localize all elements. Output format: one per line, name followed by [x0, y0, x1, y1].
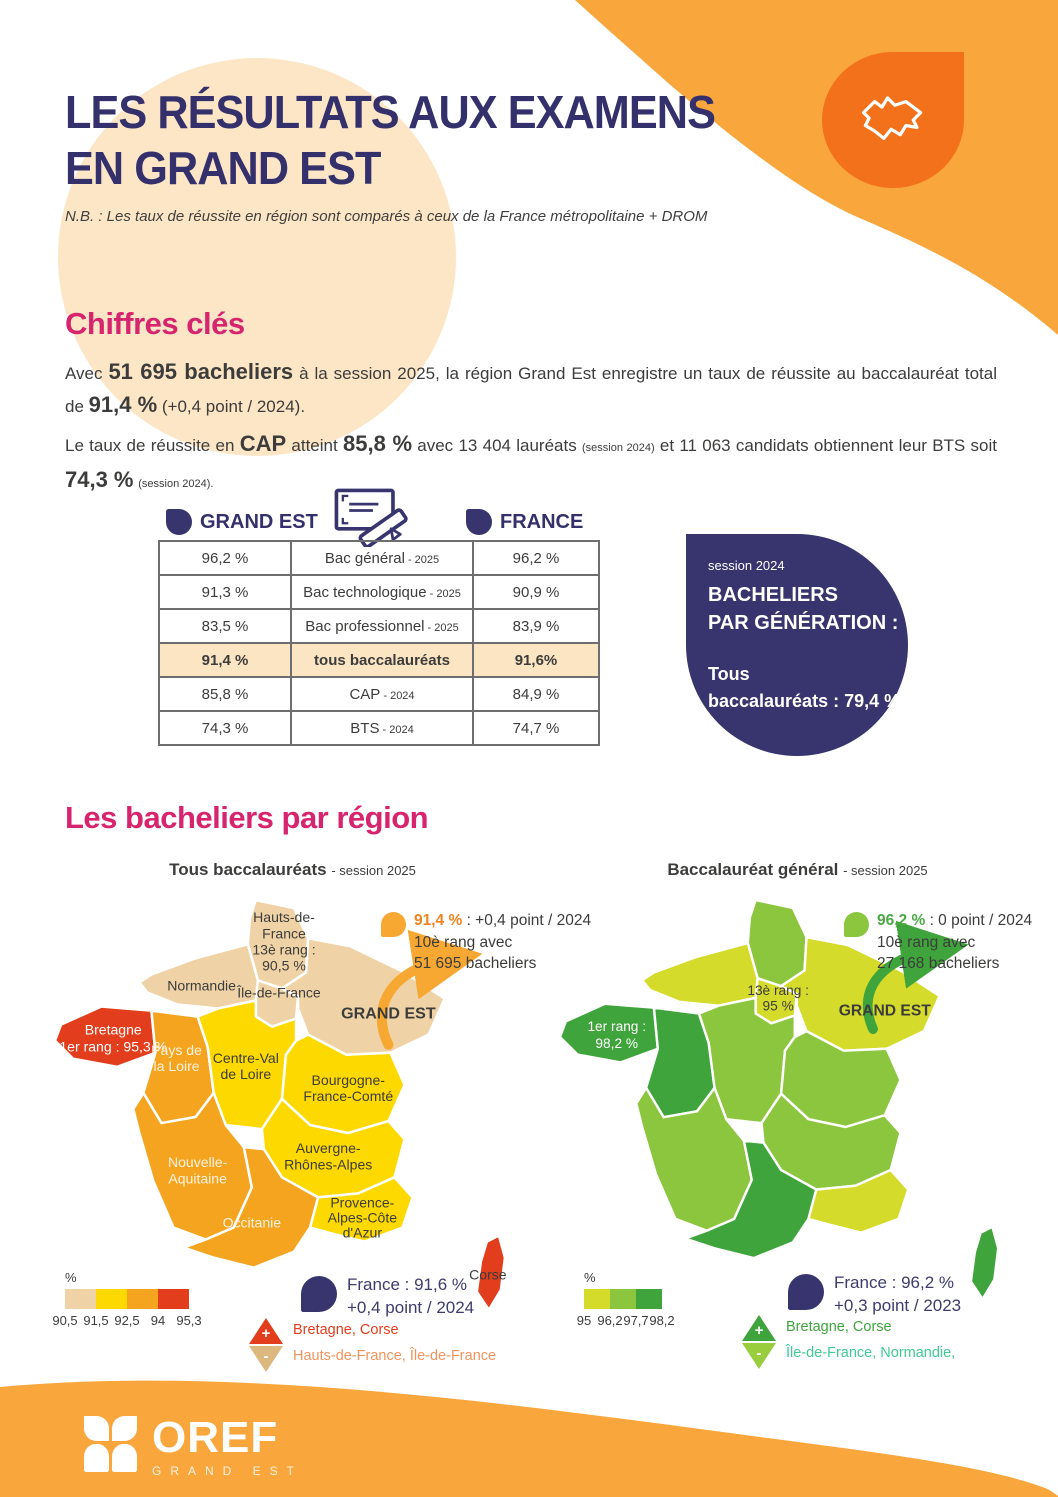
- droplet-icon: [166, 509, 192, 535]
- gainers-list: Bretagne, Corse: [293, 1322, 399, 1338]
- legend-color-bar: [65, 1289, 189, 1309]
- map-figure-tous-baccalaureats: [52, 860, 592, 1400]
- diamond-triangles: [742, 1315, 778, 1369]
- oref-logo-text: [152, 1413, 304, 1478]
- blob-title: [708, 581, 908, 637]
- france-average-value: France : 91,6 %: [347, 1275, 468, 1294]
- france-average-delta: +0,4 point / 2024: [347, 1297, 475, 1317]
- annotation-text: [877, 910, 1032, 975]
- text-segment: (session 2024): [581, 442, 655, 454]
- annotation-delta: : +0,4 point / 2024: [462, 912, 592, 929]
- text-segment: (+0,4 point / 2024).: [157, 397, 306, 416]
- france-value-cell: 96,2 %: [473, 541, 599, 575]
- annotation-delta: : 0 point / 2024: [925, 912, 1033, 929]
- france-value-cell: 74,7 %: [473, 711, 599, 745]
- map-label-bourgogne-france-comte: Bourgogne-France-Comté: [303, 1071, 394, 1104]
- map-label-provence-alpes-cote-dazur: Provence-Alpes-Côte d'Azur: [327, 1194, 398, 1241]
- exam-label-cell: Bac professionnel - 2025: [291, 609, 473, 643]
- france-average-text: [347, 1274, 474, 1320]
- oref-logo-title: OREF: [152, 1413, 279, 1462]
- france-value-cell: 84,9 %: [473, 677, 599, 711]
- droplet-icon: [301, 1276, 337, 1312]
- blob-session-label: session 2024: [708, 558, 785, 573]
- annotation-rank: 10è rang avec: [877, 933, 976, 951]
- exam-label-cell: Bac technologique - 2025: [291, 575, 473, 609]
- france-value-cell: 83,9 %: [473, 609, 599, 643]
- oref-logo-subtitle: GRAND EST: [152, 1464, 304, 1478]
- exam-label-cell: tous baccalauréats: [291, 643, 473, 677]
- gainers-list: Bretagne, Corse: [786, 1319, 892, 1335]
- annotation-value: 91,4 %: [414, 912, 463, 929]
- page-title: [65, 84, 715, 196]
- map-title: [55, 860, 530, 880]
- map-label-pays-de-la-loire: Pays de la Loire: [151, 1041, 202, 1074]
- legend-tick: 95,3: [176, 1313, 202, 1328]
- table-row: [159, 575, 599, 609]
- table-row: [159, 677, 599, 711]
- france-header: [466, 509, 583, 535]
- nb-note: N.B. : Les taux de réussite en région sont comparés à ceux de la France métropolitaine + DROM: [65, 208, 708, 225]
- map-region-corse: [971, 1227, 998, 1299]
- text-segment: CAP: [239, 431, 287, 456]
- annotation-droplet-icon: [381, 912, 406, 937]
- grand-est-value-cell: 85,8 %: [159, 677, 291, 711]
- france-average-note: [301, 1274, 474, 1320]
- losers-list: Île-de-France, Normandie,: [786, 1345, 956, 1361]
- text-segment: (session 2024).: [138, 478, 214, 490]
- grand-est-outline-icon: [845, 74, 941, 166]
- france-header-label: FRANCE: [500, 510, 584, 533]
- legend-tick: 91,5: [83, 1313, 109, 1328]
- map-label-hauts-de-france: Hauts-de-France 13è rang : 90,5 %: [252, 909, 316, 974]
- grand-est-value-cell: 91,3 %: [159, 575, 291, 609]
- map-annotation: [381, 910, 592, 975]
- legend-tick: 95: [576, 1313, 592, 1328]
- oref-logo: [84, 1413, 304, 1478]
- blob-title-line2: PAR GÉNÉRATION :: [708, 612, 899, 634]
- legend-ticks: [576, 1313, 675, 1331]
- france-average-value: France : 96,2 %: [834, 1273, 955, 1292]
- exam-label-cell: CAP - 2024: [291, 677, 473, 711]
- exam-label-cell: Bac général - 2025: [291, 541, 473, 575]
- text-segment: atteint: [286, 436, 343, 455]
- text-segment: 74,3 %: [65, 467, 134, 492]
- map-title-sub: - session 2025: [843, 863, 928, 878]
- map-legend: [52, 1270, 202, 1331]
- map-label-grand-est: GRAND EST: [838, 1002, 931, 1020]
- plus-icon: +: [261, 1325, 271, 1342]
- losers-list: Hauts-de-France, Île-de-France: [293, 1348, 497, 1364]
- annotation-count: 27 168 bacheliers: [877, 955, 1000, 973]
- france-value-cell: 91,6%: [473, 643, 599, 677]
- section-heading-bacheliers-par-region: Les bacheliers par région: [65, 800, 429, 835]
- paragraph-cap-bts: [65, 428, 997, 500]
- legend-segment: [158, 1289, 189, 1309]
- map-title: [560, 860, 1035, 880]
- legend-unit: %: [65, 1270, 77, 1285]
- legend-unit: %: [584, 1270, 596, 1285]
- grand-est-header: [166, 509, 318, 535]
- section-heading-chiffres-cles: Chiffres clés: [65, 306, 245, 341]
- map-label-centre-val-de-loire: Centre-Val de Loire: [212, 1049, 279, 1082]
- map-label-grand-est: GRAND EST: [341, 1004, 436, 1023]
- blob-body-line2: baccalauréats : 79,4 %: [708, 691, 901, 711]
- blob-body-line1: Tous: [708, 664, 750, 684]
- table-row: [159, 541, 599, 575]
- droplet-icon: [788, 1274, 824, 1310]
- map-label-occitanie: Occitanie: [222, 1214, 282, 1231]
- text-segment: 85,8 %: [342, 431, 413, 456]
- map-label-ile-de-france: Île-de-France: [237, 984, 321, 1001]
- map-title-main: Baccalauréat général: [667, 860, 839, 879]
- blob-body: [708, 661, 908, 715]
- grand-est-droplet-badge: [822, 52, 964, 188]
- text-segment: Le taux de réussite en: [65, 436, 240, 455]
- text-segment: à la session 2025, la région Grand Est enregistre un taux de réussite au baccalauréat total de: [65, 364, 997, 416]
- map-legend: [576, 1270, 675, 1331]
- legend-color-bar: [584, 1289, 662, 1309]
- france-average-note: [788, 1272, 961, 1318]
- france-average-delta: +0,3 point / 2023: [834, 1295, 962, 1315]
- page-title-line2: EN GRAND EST: [65, 142, 381, 195]
- table-row: [159, 711, 599, 745]
- legend-ticks: [52, 1313, 202, 1331]
- table-row: [159, 609, 599, 643]
- map-label-bretagne: Bretagne 1er rang : 95,3 %: [59, 1021, 168, 1055]
- legend-tick: 90,5: [52, 1313, 78, 1328]
- comparison-table-body: [159, 541, 599, 745]
- blob-title-line1: BACHELIERS: [708, 584, 839, 606]
- legend-segment: [636, 1289, 662, 1309]
- key-figures-paragraphs: [65, 356, 997, 506]
- map-title-main: Tous baccalauréats: [169, 860, 327, 879]
- diamond-triangles: [249, 1318, 285, 1372]
- map-label-bretagne: 1er rang : 98,2 %: [587, 1019, 647, 1051]
- legend-tick: 92,5: [114, 1313, 140, 1328]
- annotation-rank: 10è rang avec: [414, 933, 513, 951]
- grand-est-value-cell: 91,4 %: [159, 643, 291, 677]
- grand-est-header-label: GRAND EST: [200, 510, 318, 533]
- annotation-droplet-icon: [844, 912, 869, 937]
- legend-tick: 94: [150, 1313, 166, 1328]
- bacheliers-generation-blob: [686, 534, 908, 756]
- map-label-auvergne-rhones-alpes: Auvergne-Rhônes-Alpes: [284, 1140, 373, 1173]
- grand-est-value-cell: 74,3 %: [159, 711, 291, 745]
- map-title-sub: - session 2025: [331, 863, 416, 878]
- comparison-table-header: [158, 505, 582, 539]
- annotation-value: 96,2 %: [877, 912, 926, 929]
- droplet-icon: [466, 509, 492, 535]
- text-segment: et 11 063 candidats obtiennent leur BTS soit: [654, 436, 997, 455]
- text-segment: 51 695 bacheliers: [108, 359, 294, 384]
- legend-segment: [584, 1289, 610, 1309]
- minus-icon: -: [756, 1345, 762, 1362]
- oref-logo-mark-icon: [84, 1416, 138, 1472]
- legend-segment: [96, 1289, 127, 1309]
- france-average-text: [834, 1272, 961, 1318]
- plus-icon: +: [754, 1322, 764, 1339]
- exam-label-cell: BTS - 2024: [291, 711, 473, 745]
- legend-segment: [127, 1289, 158, 1309]
- legend-tick: 97,7: [623, 1313, 649, 1328]
- map-label-nouvelle-aquitaine: Nouvelle-Aquitaine: [167, 1154, 228, 1187]
- text-segment: Avec: [65, 364, 109, 383]
- map-annotation: [844, 910, 1044, 975]
- minus-icon: -: [263, 1348, 269, 1365]
- comparison-table: [158, 540, 600, 746]
- grand-est-value-cell: 83,5 %: [159, 609, 291, 643]
- map-label-corse: Corse: [469, 1266, 507, 1283]
- map-label-normandie: Normandie: [167, 977, 236, 994]
- paragraph-bacheliers: [65, 356, 997, 422]
- legend-tick: 98,2: [649, 1313, 675, 1328]
- grand-est-value-cell: 96,2 %: [159, 541, 291, 575]
- legend-tick: 96,2: [597, 1313, 623, 1328]
- page-title-line1: LES RÉSULTATS AUX EXAMENS: [65, 86, 715, 138]
- map-region-normandie: [642, 943, 757, 1006]
- annotation-count: 51 695 bacheliers: [414, 955, 537, 973]
- france-value-cell: 90,9 %: [473, 575, 599, 609]
- map-label-ile-de-france: 13è rang : 95 %: [747, 982, 809, 1014]
- text-segment: avec 13 404 lauréats: [412, 436, 582, 455]
- text-segment: 91,4 %: [88, 392, 158, 417]
- legend-segment: [610, 1289, 636, 1309]
- legend-segment: [65, 1289, 96, 1309]
- table-row: [159, 643, 599, 677]
- map-figure-baccalaureat-general: [560, 860, 1035, 1400]
